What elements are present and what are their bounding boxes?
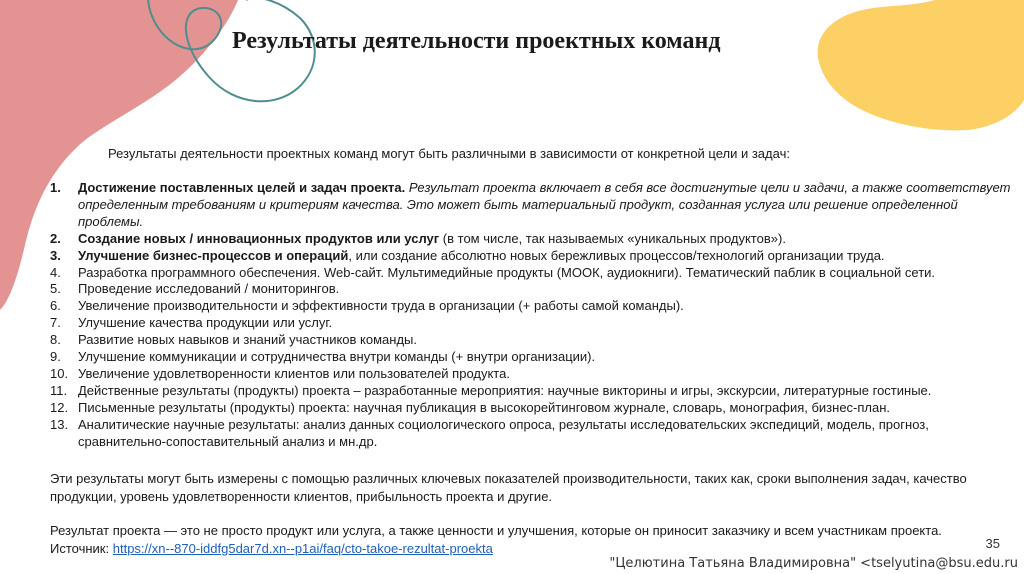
source-label: Источник: xyxy=(50,541,113,556)
list-item xyxy=(50,265,1015,282)
list-item xyxy=(50,315,1015,332)
item-text: Увеличение удовлетворенности клиентов или пользователей продукта. xyxy=(78,365,510,381)
footer-author: "Целютина Татьяна Владимировна" <tselyutina@bsu.edu.ru xyxy=(609,556,1018,571)
item-number: 6. xyxy=(50,298,61,314)
item-number: 10. xyxy=(50,365,69,381)
item-number: 12. xyxy=(50,399,69,415)
item-text: , или создание абсолютно новых бережливых процессов/технологий организации труда. xyxy=(348,247,885,263)
list-item xyxy=(50,281,1015,298)
conclusion-paragraph xyxy=(50,522,1020,558)
item-number: 4. xyxy=(50,264,61,280)
list-item xyxy=(50,366,1015,383)
item-number: 2. xyxy=(50,230,61,246)
item-number: 5. xyxy=(50,281,61,297)
source-link[interactable]: https://xn--870-iddfg5dar7d.xn--p1ai/faq/cto-takoe-rezultat-proekta xyxy=(112,541,493,556)
list-item xyxy=(50,231,1015,248)
item-number: 8. xyxy=(50,332,61,348)
item-text: Аналитические научные результаты: анализ данных социологического опроса, результаты исследовательских экспедиций, модель, прогноз, сравнительно-сопоставительный анализ и мн.др. xyxy=(78,416,929,449)
page-title: Результаты деятельности проектных команд xyxy=(232,28,721,54)
item-number: 3. xyxy=(50,247,61,263)
list-item xyxy=(50,383,1015,400)
list-item xyxy=(50,332,1015,349)
page-number: 35 xyxy=(985,536,1000,551)
item-bold-text: Улучшение бизнес-процессов и операций xyxy=(78,247,349,263)
list-item xyxy=(50,400,1015,417)
item-number: 13. xyxy=(50,416,69,432)
list-item xyxy=(50,248,1015,265)
measurement-paragraph: Эти результаты могут быть измерены с помощью различных ключевых показателей производительности, таких как, сроки выполнения задач, качество продукции, уровень удовлетворенности клиентов, прибыльность проекта и другие. xyxy=(50,471,967,504)
item-text: Проведение исследований / мониторингов. xyxy=(78,281,340,297)
item-text: Действенные результаты (продукты) проекта – разработанные мероприятия: научные викторины и игры, экскурсии, литературные гостиные. xyxy=(78,382,932,398)
item-bold-text: Достижение поставленных целей и задач проекта. xyxy=(78,180,406,195)
item-italic-text: Результат проекта включает в себя все достигнутые цели и задачи, а также соответствует определенным требованиям и критериям качества. Это может быть материальный продукт, созданная услуга или решение определенной проблемы. xyxy=(78,180,1011,229)
item-number: 11. xyxy=(50,382,68,398)
item-number: 9. xyxy=(50,349,61,365)
item-number: 1. xyxy=(50,180,61,195)
item-bold-text: Создание новых / инновационных продуктов или услуг xyxy=(78,230,440,246)
list-item xyxy=(50,417,1015,451)
item-text: Увеличение производительности и эффективности труда в организации (+ работы самой команды). xyxy=(78,298,684,314)
intro-text: Результаты деятельности проектных команд могут быть различными в зависимости от конкретной цели и задач: xyxy=(108,146,790,161)
item-text: (в том числе, так называемых «уникальных продуктов»). xyxy=(439,230,786,246)
item-text: Разработка программного обеспечения. Web-сайт. Мультимедийные продукты (МООК, аудиокниги). Тематический паблик в социальной сети. xyxy=(78,264,936,280)
item-number: 7. xyxy=(50,315,61,331)
item-text: Улучшение качества продукции или услуг. xyxy=(78,315,333,331)
list-item xyxy=(50,349,1015,366)
item-text: Улучшение коммуникации и сотрудничества внутри команды (+ внутри организации). xyxy=(78,349,596,365)
yellow-blob-shape xyxy=(818,0,1024,130)
results-list xyxy=(50,180,1015,451)
list-item xyxy=(50,180,1015,231)
conclusion-text: Результат проекта — это не просто продукт или услуга, а также ценности и улучшения, которые он приносит заказчику и всем участникам проекта. xyxy=(50,523,942,538)
item-text: Письменные результаты (продукты) проекта: научная публикация в высокорейтинговом журнале, словарь, монография, бизнес-план. xyxy=(78,399,891,415)
list-item xyxy=(50,298,1015,315)
item-text: Развитие новых навыков и знаний участников команды. xyxy=(78,332,418,348)
